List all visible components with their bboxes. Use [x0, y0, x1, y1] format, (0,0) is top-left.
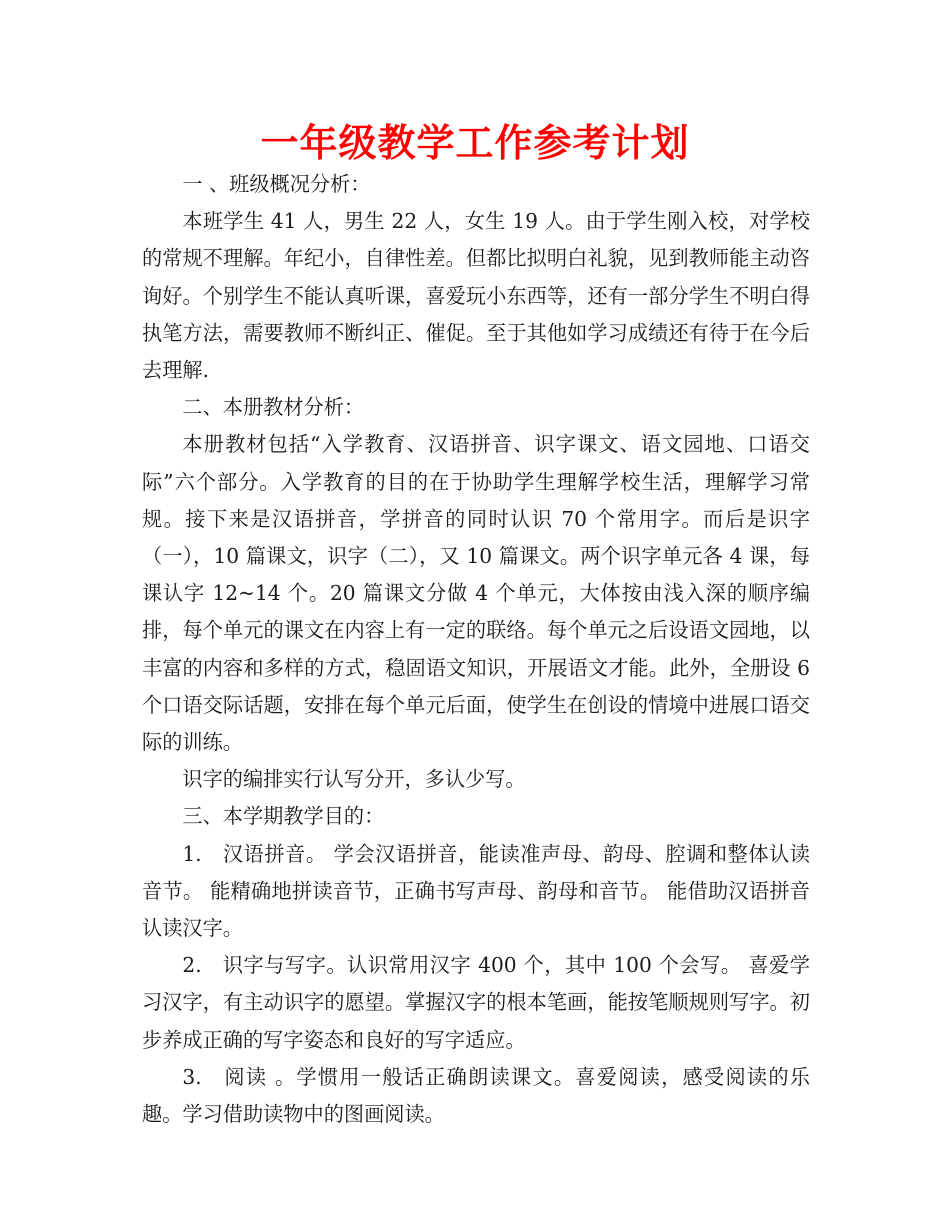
- goal-characters: 2. 识字与写字。认识常用汉字 400 个，其中 100 个会写。 喜爱学习汉字，有主动识字的愿望。掌握汉字的根本笔画，能按笔顺规则写字。初步养成正确的写字姿态和良好的写字适应。: [142, 953, 810, 1052]
- heading-teaching-goals: 三、本学期教学目的：: [182, 804, 385, 829]
- goal-pinyin: 1. 汉语拼音。 学会汉语拼音，能读准声母、韵母、腔调和整体认读音节。 能精确地拼读音节，正确书写声母、韵母和音节。 能借助汉语拼音认读汉字。: [142, 841, 810, 941]
- goal-reading: 3. 阅读 。学惯用一般话正确朗读课文。喜爱阅读，感受阅读的乐趣。学习借助读物中的图画阅读。: [142, 1064, 810, 1127]
- heading-class-overview: 一 、班级概况分析：: [182, 172, 371, 196]
- document-body: [142, 166, 810, 1133]
- paragraph-class-overview: 本班学生 41 人，男生 22 人，女生 19 人。由于学生刚入校，对学校的常规不理解。年纪小，自律性差。但都比拟明白礼貌，见到教师能主动咨询好。个别学生不能认真听课，喜爱玩小东西等，还有一部分学生不明白得执笔方法，需要教师不断纠正、催促。至于其他如学习成绩还有待于在今后去理解.: [142, 209, 810, 383]
- heading-textbook-analysis: 二、本册教材分析：: [182, 395, 365, 420]
- paragraph-literacy-arrangement: 识字的编排实行认写分开，多认少写。: [182, 767, 526, 792]
- paragraph-textbook-analysis: 本册教材包括“入学教育、汉语拼音、识字课文、语文园地、口语交际”六个部分。入学教育的目的在于协助学生理解学校生活，理解学习常规。接下来是汉语拼音，学拼音的同时认识 70 个常用字。而后是识字（一），10 篇课文，识字（二），又 10 篇课文。两个识字单元各 4 课，每课认字 12~14 个。20 篇课文分做 4 个单元，大体按由浅入深的顺序编排，每个单元的课文在内容上有一定的联络。每个单元之后设语文园地，以丰富的内容和多样的方式，稳固语文知识，开展语文才能。此外，全册设 6 个口语交际话题，安排在每个单元后面，使学生在创设的情境中进展口语交际的训练。: [142, 432, 810, 755]
- document-title: 一年级教学工作参考计划: [260, 121, 690, 165]
